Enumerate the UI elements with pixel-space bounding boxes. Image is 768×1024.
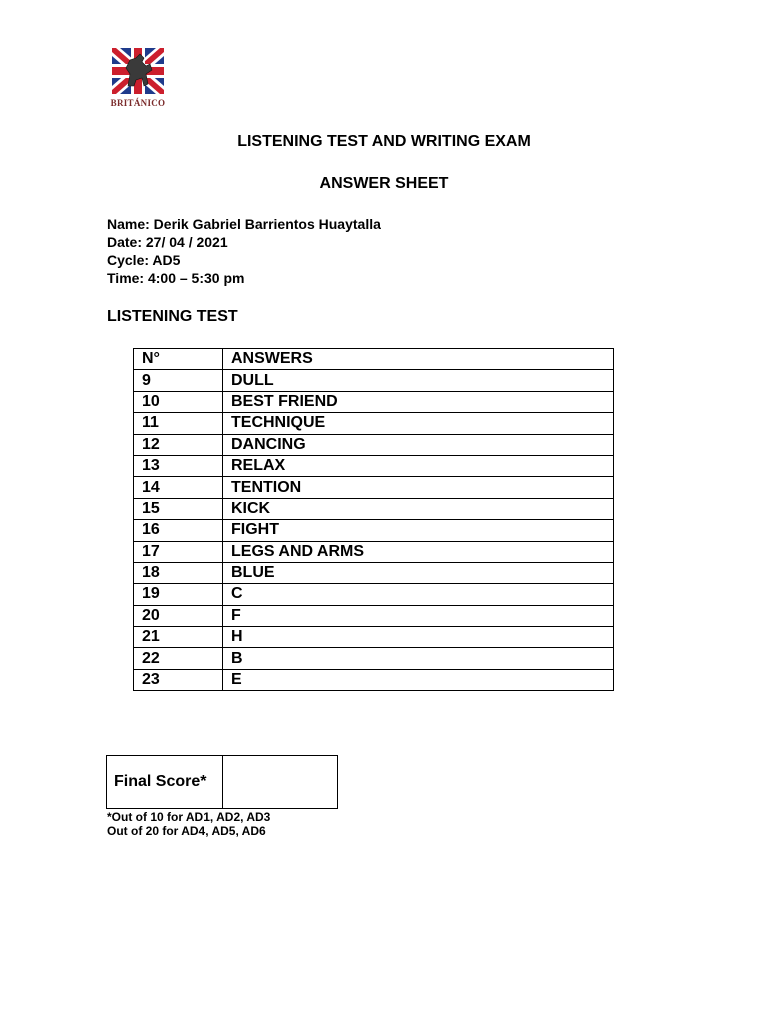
question-number: 15 <box>134 498 223 519</box>
table-row <box>134 455 614 476</box>
table-row <box>134 498 614 519</box>
name-line: Name: Derik Gabriel Barrientos Huaytalla <box>107 216 381 232</box>
answer-cell: TENTION <box>223 477 614 498</box>
question-number: 22 <box>134 648 223 669</box>
question-number: 16 <box>134 520 223 541</box>
table-row <box>134 605 614 626</box>
page-title: LISTENING TEST AND WRITING EXAM <box>237 133 531 150</box>
student-info <box>107 215 381 287</box>
table-row <box>134 648 614 669</box>
answer-cell: TECHNIQUE <box>223 413 614 434</box>
answer-cell: B <box>223 648 614 669</box>
final-score-box <box>106 755 338 809</box>
table-row <box>134 370 614 391</box>
table-row <box>134 413 614 434</box>
answer-cell: BLUE <box>223 562 614 583</box>
note-line-2: Out of 20 for AD4, AD5, AD6 <box>107 824 266 838</box>
final-score-label: Final Score* <box>107 756 223 808</box>
answer-cell: BEST FRIEND <box>223 391 614 412</box>
answer-cell: H <box>223 627 614 648</box>
answers-table <box>133 348 614 691</box>
table-row <box>134 477 614 498</box>
question-number: 10 <box>134 391 223 412</box>
answer-cell: C <box>223 584 614 605</box>
score-notes <box>107 810 270 838</box>
table-row <box>134 584 614 605</box>
question-number: 19 <box>134 584 223 605</box>
answer-cell: DANCING <box>223 434 614 455</box>
question-number: 23 <box>134 669 223 690</box>
question-number: 21 <box>134 627 223 648</box>
answer-cell: FIGHT <box>223 520 614 541</box>
question-number: 17 <box>134 541 223 562</box>
question-number: 12 <box>134 434 223 455</box>
table-row <box>134 391 614 412</box>
answer-cell: LEGS AND ARMS <box>223 541 614 562</box>
question-number: 13 <box>134 455 223 476</box>
table-row <box>134 669 614 690</box>
page-subtitle: ANSWER SHEET <box>319 175 449 192</box>
question-number: 18 <box>134 562 223 583</box>
date-line: Date: 27/ 04 / 2021 <box>107 234 228 250</box>
cycle-line: Cycle: AD5 <box>107 252 181 268</box>
note-line-1: *Out of 10 for AD1, AD2, AD3 <box>107 810 271 824</box>
table-row <box>134 627 614 648</box>
union-jack-lion-icon <box>110 46 166 96</box>
question-number: 11 <box>134 413 223 434</box>
time-line: Time: 4:00 – 5:30 pm <box>107 270 245 286</box>
answer-cell: F <box>223 605 614 626</box>
logo-text: BRITÁNICO <box>110 98 166 108</box>
answer-cell: KICK <box>223 498 614 519</box>
question-number: 9 <box>134 370 223 391</box>
section-title: LISTENING TEST <box>107 308 238 325</box>
table-header-row <box>134 349 614 370</box>
question-number: 14 <box>134 477 223 498</box>
britanico-logo <box>110 46 166 108</box>
header-number: N° <box>134 349 223 370</box>
answer-cell: RELAX <box>223 455 614 476</box>
table-row <box>134 520 614 541</box>
final-score-value <box>223 756 337 808</box>
header-answers: ANSWERS <box>223 349 614 370</box>
table-row <box>134 434 614 455</box>
answer-cell: DULL <box>223 370 614 391</box>
table-row <box>134 541 614 562</box>
table-row <box>134 562 614 583</box>
answer-cell: E <box>223 669 614 690</box>
question-number: 20 <box>134 605 223 626</box>
